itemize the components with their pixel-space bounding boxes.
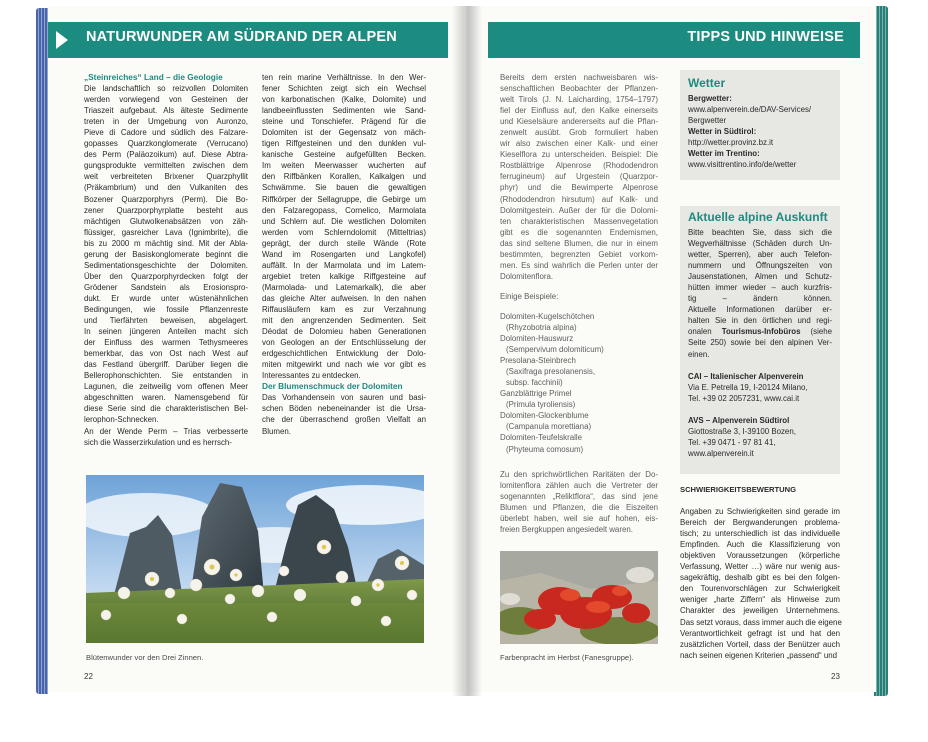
text-line: Blumen.: [262, 426, 291, 436]
wetter-label: Bergwetter:: [688, 94, 732, 103]
text-line: (Präkambrium) und den Vulkaniten des: [84, 183, 248, 193]
text-line: einen.: [688, 349, 710, 359]
auskunft-text: [688, 227, 832, 360]
cai-contact: [688, 371, 832, 404]
text-line: geprägt, der durch steile Wände (Rote: [262, 238, 426, 248]
text-line: Bedingungen, wie fossile Pflanzenreste: [84, 304, 248, 314]
text-line: bemerkbar, das von Ost nach West auf: [84, 349, 248, 359]
text-line: tigen Riffgesteinen und den dunklen vul-: [262, 139, 426, 149]
text-line: sich die Wasserzirkulation und es herrsch-: [84, 437, 232, 447]
text-line: nach seinen eigenen Kriterien „passend“ und: [680, 650, 838, 660]
text-line: Riffausläufern kam es zur Verzahnung: [262, 304, 426, 314]
plant-name: Dolomiten-Glockenblume: [500, 411, 589, 421]
text-line: Bereich der Bergwanderungen problema-: [680, 518, 840, 528]
text-line: bestimmten, begrenzten Gebiet vorkom-: [500, 249, 658, 259]
avs-name: AVS – Alpenverein Südtirol: [688, 415, 790, 425]
text-line: Triaszeit aufgebaut. Als älteste Sedimente: [84, 106, 248, 116]
text-line: Pieve di Cadore und südlich des Falzare-: [84, 128, 248, 138]
text-line: onalen Tourismus-Infobüros (siehe: [688, 327, 832, 337]
text-line: überlebt haben, weil sie auf hohen, eis-: [500, 513, 658, 523]
text-line: Kieselflora zu unterscheiden. Beispiel: Die: [500, 150, 658, 160]
text-line: gibt es die sogenannten Endemismen,: [500, 227, 658, 237]
left-header-band: [48, 22, 448, 58]
plant-latin-name: (Saxifraga presolanensis,: [506, 367, 596, 377]
text-line: mit den angrenzenden Sedimenten. Seit: [262, 316, 426, 326]
plant-latin-name: (Campanula morettiana): [506, 422, 592, 432]
text-line: zenwelt ausübt. Grob formuliert haben: [500, 128, 658, 138]
text-line: Verfassung, Wetter …) wäre nur wenig aus-: [680, 562, 840, 572]
geologie-text: [84, 83, 248, 448]
plant-name: Presolana-Steinbrech: [500, 356, 576, 366]
drei-zinnen-photo: [86, 475, 424, 643]
text-line: tisch; zu unterschiedlich ist das individuelle: [680, 529, 840, 539]
avs-detail: Tel. +39 0471 - 97 81 41,: [688, 437, 776, 447]
schwierigkeit-text: [680, 506, 840, 661]
text-line: In seinen jüngeren Anteilen macht sich: [84, 327, 248, 337]
text-line: halten Sie in den örtlichen und regi-: [688, 316, 832, 326]
page-number-left: 22: [84, 672, 93, 681]
text-line: objektiven Voraussetzungen (körperliche: [680, 551, 840, 561]
text-line: Sedimentationsgeschichte der Dolomiten.: [84, 260, 248, 270]
text-line: erdgeschichtlichen Entwicklung der Dolo-: [262, 349, 426, 359]
text-line: argebiet treten kalkige Riffgesteine auf: [262, 271, 426, 281]
plant-name: Dolomiten-Hauswurz: [500, 334, 574, 344]
text-line: Dolomitgestein. Außer der für die Dolomi-: [500, 205, 658, 215]
examples-title: Einige Beispiele:: [500, 291, 559, 301]
text-line: senschaftlichen Beobachter der Pflanzen-: [500, 84, 658, 94]
text-line: miten mitgewirkt und nach wie vor gibt es: [262, 360, 426, 370]
avs-contact: [688, 415, 832, 459]
text-line: den Tourenvorschlägen zur Schwierigkeit: [680, 584, 840, 594]
text-line: Dolomitenflora.: [500, 271, 554, 281]
text-line: diese Serie sind die charakteristischen Bel-: [84, 404, 248, 414]
text-line: Im weiten Meerwasser wucherten auf: [262, 161, 426, 171]
text-line: Déodat de Dolomieu haben Generationen: [262, 327, 426, 337]
text-line: das Festland übergriff. Darüber liegen die: [84, 360, 248, 370]
text-line: ten charakteristischen Massenvegetation: [500, 216, 658, 226]
text-line: zusätzlichen Vorteil, dass der Benützer auch: [680, 639, 840, 649]
wetter-link[interactable]: http://wetter.provinz.bz.it: [688, 138, 774, 148]
text-line: und Schlern auf. Die westlichen Dolomiten: [262, 216, 426, 226]
wetter-link[interactable]: www.alpenverein.de/DAV-Services/: [688, 105, 812, 115]
text-line: von karbonatischen (Kalke, Dolomite) und: [262, 95, 426, 105]
text-line: den Riffbänken Korallen, Kalkalgen und: [262, 172, 426, 182]
text-line: gungsprodukte vermittelten zwischen dem: [84, 161, 248, 171]
text-line: Wand im Rosengarten und Langkofel): [262, 249, 426, 259]
reliktflora-text: [500, 469, 658, 535]
left-column-1: [84, 72, 248, 448]
text-line: Seite 250) sowie bei den alpinen Ver-: [688, 338, 832, 348]
text-line: che der überraschend großen Vielfalt an: [262, 415, 426, 425]
text-line: landbeeinflussten Sedimenten wie Sand-: [262, 106, 426, 116]
text-line: Schwämme. Sie bauen die gewaltigen: [262, 183, 426, 193]
text-line: fiel der Einfluss auf, den Kalke einerseits: [500, 106, 658, 116]
left-page-edges: [36, 8, 48, 694]
text-line: auffällt. In der Marmolata und im Latem-: [262, 260, 426, 270]
text-line: phyr) und die Bewimperte Alpenrose: [500, 183, 658, 193]
text-line: hütten immer wieder – auch kurzfris-: [688, 283, 832, 293]
text-line: weit verbreiteten Brixener Quarzphyllit: [84, 172, 248, 182]
text-line: werden vorwiegend von Gesteinen der: [84, 95, 248, 105]
avs-detail: www.alpenverein.it: [688, 448, 754, 458]
wetter-link[interactable]: Bergwetter: [688, 116, 727, 126]
plant-latin-name: subsp. facchinii): [506, 378, 563, 388]
text-line: Blumen und Pflanzen, die die Eiszeiten: [500, 502, 658, 512]
text-line: abgeschnitten waren. Namensgebend für: [84, 393, 248, 403]
wetter-title: Wetter: [688, 76, 726, 90]
plant-latin-name: (Sempervivum dolomiticum): [506, 345, 604, 355]
book-spine: [452, 6, 482, 696]
blumenschmuck-text: [262, 392, 426, 436]
text-line: von Geologen an der Entschlüsselung der: [262, 338, 426, 348]
plant-name: Dolomiten-Teufelskralle: [500, 433, 583, 443]
text-line: (Marmolada- und Latemarkalk), die aber: [262, 282, 426, 292]
text-line: Aktuelle Informationen darüber er-: [688, 305, 832, 315]
text-line: Die landschaftlich so reizvollen Dolomiten: [84, 84, 248, 94]
text-line: bis zu 2000 m mächtig sind. Mit der Abla-: [84, 238, 248, 248]
right-page-header: TIPPS UND HINWEISE: [687, 29, 844, 45]
text-line: (Rhododendron hirsutum) auf Kalk- und: [500, 194, 658, 204]
text-line: kanische Gesteine aufgefüllten Becken.: [262, 150, 426, 160]
fanesgruppe-autumn-photo: [500, 551, 658, 644]
text-line: Dolomiten ist der Gegensatz von mäch-: [262, 128, 426, 138]
cai-detail: Via E. Petrella 19, I-20124 Milano,: [688, 382, 808, 392]
text-line: tig – ändern können.: [688, 294, 832, 304]
wetter-label: Wetter in Südtirol:: [688, 127, 757, 137]
text-line: ferrugineum) auf Urgestein (Quarzpor-: [500, 172, 658, 182]
text-line: ten rein marine Verhältnisse. In den Wer-: [262, 73, 426, 82]
text-line: freien Bergkuppen angesiedelt waren.: [500, 524, 633, 534]
text-line: Bitte beachten Sie, dass sich die: [688, 228, 832, 237]
right-page-edges: [874, 6, 888, 696]
text-line: Über den Quarzporphyrdecken folgt der: [84, 271, 248, 281]
plant-examples-list: [500, 311, 658, 455]
text-line: das gleiche Alter aufweisen. In den nahen: [262, 293, 426, 303]
photo-caption-drei-zinnen: Blütenwunder vor den Drei Zinnen.: [86, 653, 204, 662]
wetter-link[interactable]: www.visittrentino.info/de/wetter: [688, 160, 797, 170]
schwierigkeit-section: [680, 484, 840, 661]
text-line: und Kieselsäure andererseits auf die Pflan-: [500, 117, 658, 127]
text-line: sagekräftig, deshalb gibt es bei den folgen-: [680, 573, 840, 583]
text-line: das sind seltene Blumen, die nur in einem: [500, 238, 658, 248]
cai-name: CAI – Italienischer Alpenverein: [688, 371, 804, 381]
wetter-box: [680, 70, 840, 180]
text-line: Verantwortlichkeit gefragt ist und hat den: [680, 628, 840, 638]
text-line: lerophon-Schnecken.: [84, 415, 159, 425]
text-line: Rostblättrige Alpenrose (Rhododendron: [500, 161, 658, 171]
text-line: Lagunen, die zeitweilig vom offenen Meer: [84, 382, 248, 392]
text-line: den Falzaregopass, Cornelico, Marmolata: [262, 205, 426, 215]
avs-detail: Giottostraße 3, I-39100 Bozen,: [688, 426, 796, 436]
plant-latin-name: (Primula tyroliensis): [506, 400, 576, 410]
text-line: steine und Tonschiefer. Prägend für die: [262, 117, 426, 127]
text-line: und Tierfährten beweisen, abgelagert.: [84, 316, 248, 326]
text-line: Grödener Sandstein als Erosionspro-: [84, 282, 248, 292]
section-heading-blumenschmuck: Der Blumenschmuck der Dolomiten: [262, 381, 403, 392]
text-line: flüssiger, gasreicher Lava (Ignimbrite), die: [84, 227, 248, 237]
plant-latin-name: (Rhyzobotria alpina): [506, 322, 577, 332]
text-line: Zu den sprichwörtlichen Raritäten der Do-: [500, 469, 658, 479]
wetter-links: [688, 93, 832, 170]
auskunft-box: [680, 206, 840, 474]
text-line: dukt. Er wurde unter wüstenähnlichen: [84, 293, 248, 303]
text-line: treten in der Umgebung von Auronzo,: [84, 117, 248, 127]
text-line: Empfinden. Auch die Klassifizierung von: [680, 540, 840, 550]
text-line: welt Tirols (J. N. Laicharding, 1754–1797): [500, 95, 658, 105]
flora-text: [500, 72, 658, 282]
text-line: zener Quarzporphyrplatte besteht aus: [84, 205, 248, 215]
tourismus-infobueros-bold: Tourismus-Infobüros: [721, 327, 801, 337]
text-line: sogenannten „Reliktflora“, das sind jene: [500, 491, 658, 501]
plant-latin-name: (Phyteuma comosum): [506, 444, 584, 454]
text-line: An der Wende Perm – Trias verbesserte: [84, 426, 248, 436]
left-column-2: [262, 72, 426, 437]
text-line: werden vom Schlerndolomit (Mitteltrias): [262, 227, 426, 237]
text-line: mächtigen Glutwolkenabsätzen von zäh-: [84, 216, 248, 226]
text-line: wetter, Sperren), aber auch Telefon-: [688, 250, 832, 260]
play-arrow-icon: [56, 31, 68, 49]
text-line: des Perm (Paläozoikum) auf. Diese Abtra-: [84, 150, 248, 160]
text-line: der Einfluss des warmen Tethysmeeres: [84, 338, 248, 348]
geologie-text-continued: [262, 72, 426, 381]
text-line: men. Es sind wahrlich die Perlen unter der: [500, 260, 658, 270]
text-line: gopasses Quarzkonglomerate (Verrucano): [84, 139, 248, 149]
page-number-right: 23: [831, 672, 840, 681]
text-line: Das setzt voraus, dass immer auch die eigene: [680, 617, 842, 627]
wetter-label: Wetter im Trentino:: [688, 149, 760, 159]
text-line: Bereits dem ersten nachweisbaren wis-: [500, 73, 658, 82]
left-page-header: NATURWUNDER AM SÜDRAND DER ALPEN: [86, 29, 397, 45]
text-line: Wegverhältnisse (Schäden durch Un-: [688, 239, 832, 249]
text-line: nummern und Öffnungszeiten von: [688, 261, 832, 271]
text-line: lomitenflora zählen auch die Vertreter der: [500, 480, 658, 490]
text-line: fener Schichten zeigt sich ein Wechsel: [262, 84, 426, 94]
plant-name: Ganzblättrige Primel: [500, 389, 572, 399]
text-line: Bellerophonschichten. Sie entstanden in: [84, 371, 248, 381]
text-line: Jausenstationen, Almen und Schutz-: [688, 272, 832, 282]
section-heading-geologie: „Steinreiches“ Land – die Geologie: [84, 72, 223, 82]
right-header-band: [488, 22, 860, 58]
text-line: Angaben zu Schwierigkeiten sind gerade im: [680, 507, 840, 517]
text-line: schen Böden nebeneinander ist die Ursa-: [262, 404, 426, 414]
right-column-1: [500, 72, 658, 535]
text-line: wir also zwischen einer Kalk- und einer: [500, 139, 658, 149]
text-line: Interessantes zu entdecken.: [262, 371, 361, 381]
text-line: gerung der Basiskonglomerate beginnt die: [84, 249, 248, 259]
text-line: Das Vorhandensein von sauren und basi-: [262, 393, 426, 403]
auskunft-title: Aktuelle alpine Auskunft: [688, 210, 828, 224]
plant-name: Dolomiten-Kugelschötchen: [500, 311, 595, 321]
text-line: weniger „harte Ziffern“ als Hinweise zum: [680, 595, 840, 605]
schwierigkeit-heading: SCHWIERIGKEITSBEWERTUNG: [680, 485, 797, 494]
cai-detail: Tel. +39 02 2057231, www.cai.it: [688, 393, 800, 403]
text-line: Riffkörper der Sellagruppe, die Gebirge um: [262, 194, 426, 204]
text-line: Bozener Quarzporphyrs (Perm). Die Bo-: [84, 194, 248, 204]
text-line: Charakter des jeweiligen Unternehmens.: [680, 606, 840, 616]
photo-caption-fanesgruppe: Farbenpracht im Herbst (Fanesgruppe).: [500, 653, 634, 662]
